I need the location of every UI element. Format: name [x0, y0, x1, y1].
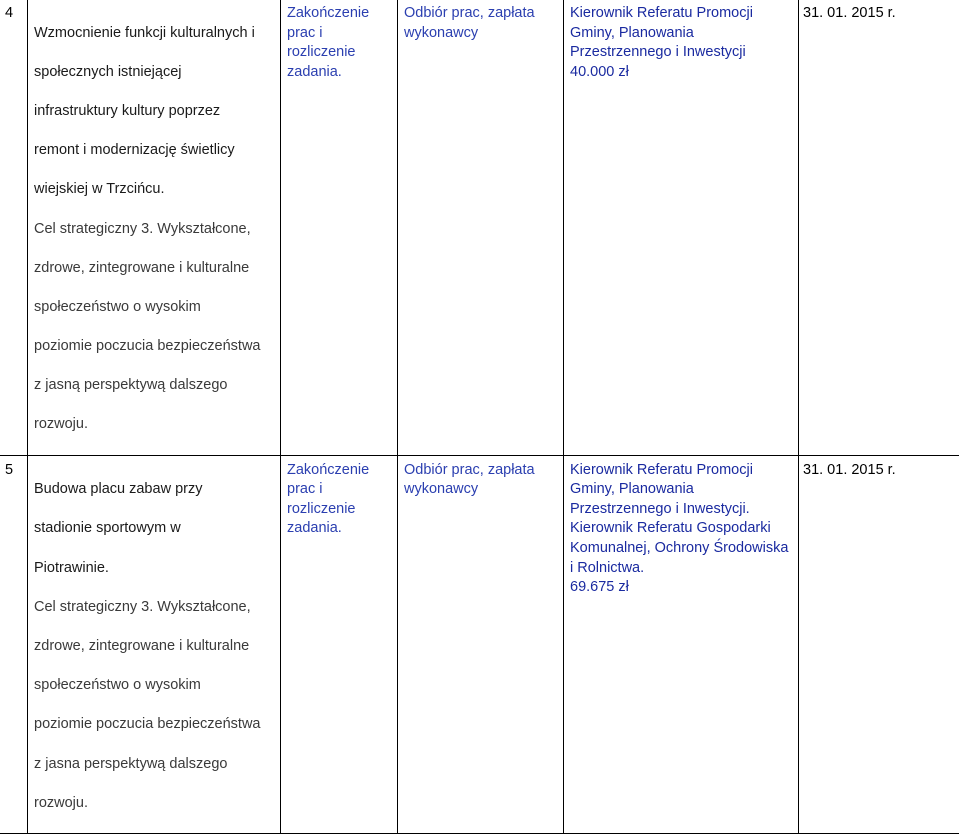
task-line: Wzmocnienie funkcji kulturalnych i [34, 24, 280, 44]
goal-line: zdrowe, zintegrowane i kulturalne [34, 259, 280, 279]
goal-line: poziomie poczucia bezpieczeństwa [34, 337, 280, 357]
goal-line: zdrowe, zintegrowane i kulturalne [34, 637, 280, 657]
goal-line: rozwoju. [34, 794, 280, 814]
goal-line: Cel strategiczny 3. Wykształcone, [34, 220, 280, 240]
task-description-cell [28, 455, 281, 833]
row-number: 4 [0, 0, 28, 455]
task-line: wiejskiej w Trzcińcu. [34, 180, 280, 200]
stage-cell: Zakończenie prac i rozliczenie zadania. [281, 455, 398, 833]
task-line: remont i modernizację świetlicy [34, 141, 280, 161]
goal-line: społeczeństwo o wysokim [34, 298, 280, 318]
stage-cell: Zakończenie prac i rozliczenie zadania. [281, 0, 398, 455]
task-description-cell [28, 0, 281, 455]
responsible-cell: Kierownik Referatu Promocji Gminy, Planowania Przestrzennego i Inwestycji. Kierownik Referatu Gospodarki Komunalnej, Ochrony Środowiska i Rolnictwa. 69.675 zł [564, 455, 799, 833]
row-number: 5 [0, 455, 28, 833]
task-line: stadionie sportowym w [34, 519, 280, 539]
date-cell: 31. 01. 2015 r. [799, 0, 959, 455]
goal-line: poziomie poczucia bezpieczeństwa [34, 715, 280, 735]
action-cell: Odbiór prac, zapłata wykonawcy [398, 0, 564, 455]
task-line: społecznych istniejącej [34, 63, 280, 83]
table-row [0, 455, 959, 833]
responsible-cell: Kierownik Referatu Promocji Gminy, Planowania Przestrzennego i Inwestycji 40.000 zł [564, 0, 799, 455]
task-line: Piotrawinie. [34, 559, 280, 579]
goal-line: rozwoju. [34, 415, 280, 435]
task-line: Budowa placu zabaw przy [34, 480, 280, 500]
goal-line: społeczeństwo o wysokim [34, 676, 280, 696]
date-cell: 31. 01. 2015 r. [799, 455, 959, 833]
goal-line: z jasna perspektywą dalszego [34, 755, 280, 775]
goal-line: Cel strategiczny 3. Wykształcone, [34, 598, 280, 618]
goal-line: z jasną perspektywą dalszego [34, 376, 280, 396]
task-line: infrastruktury kultury poprzez [34, 102, 280, 122]
action-cell: Odbiór prac, zapłata wykonawcy [398, 455, 564, 833]
